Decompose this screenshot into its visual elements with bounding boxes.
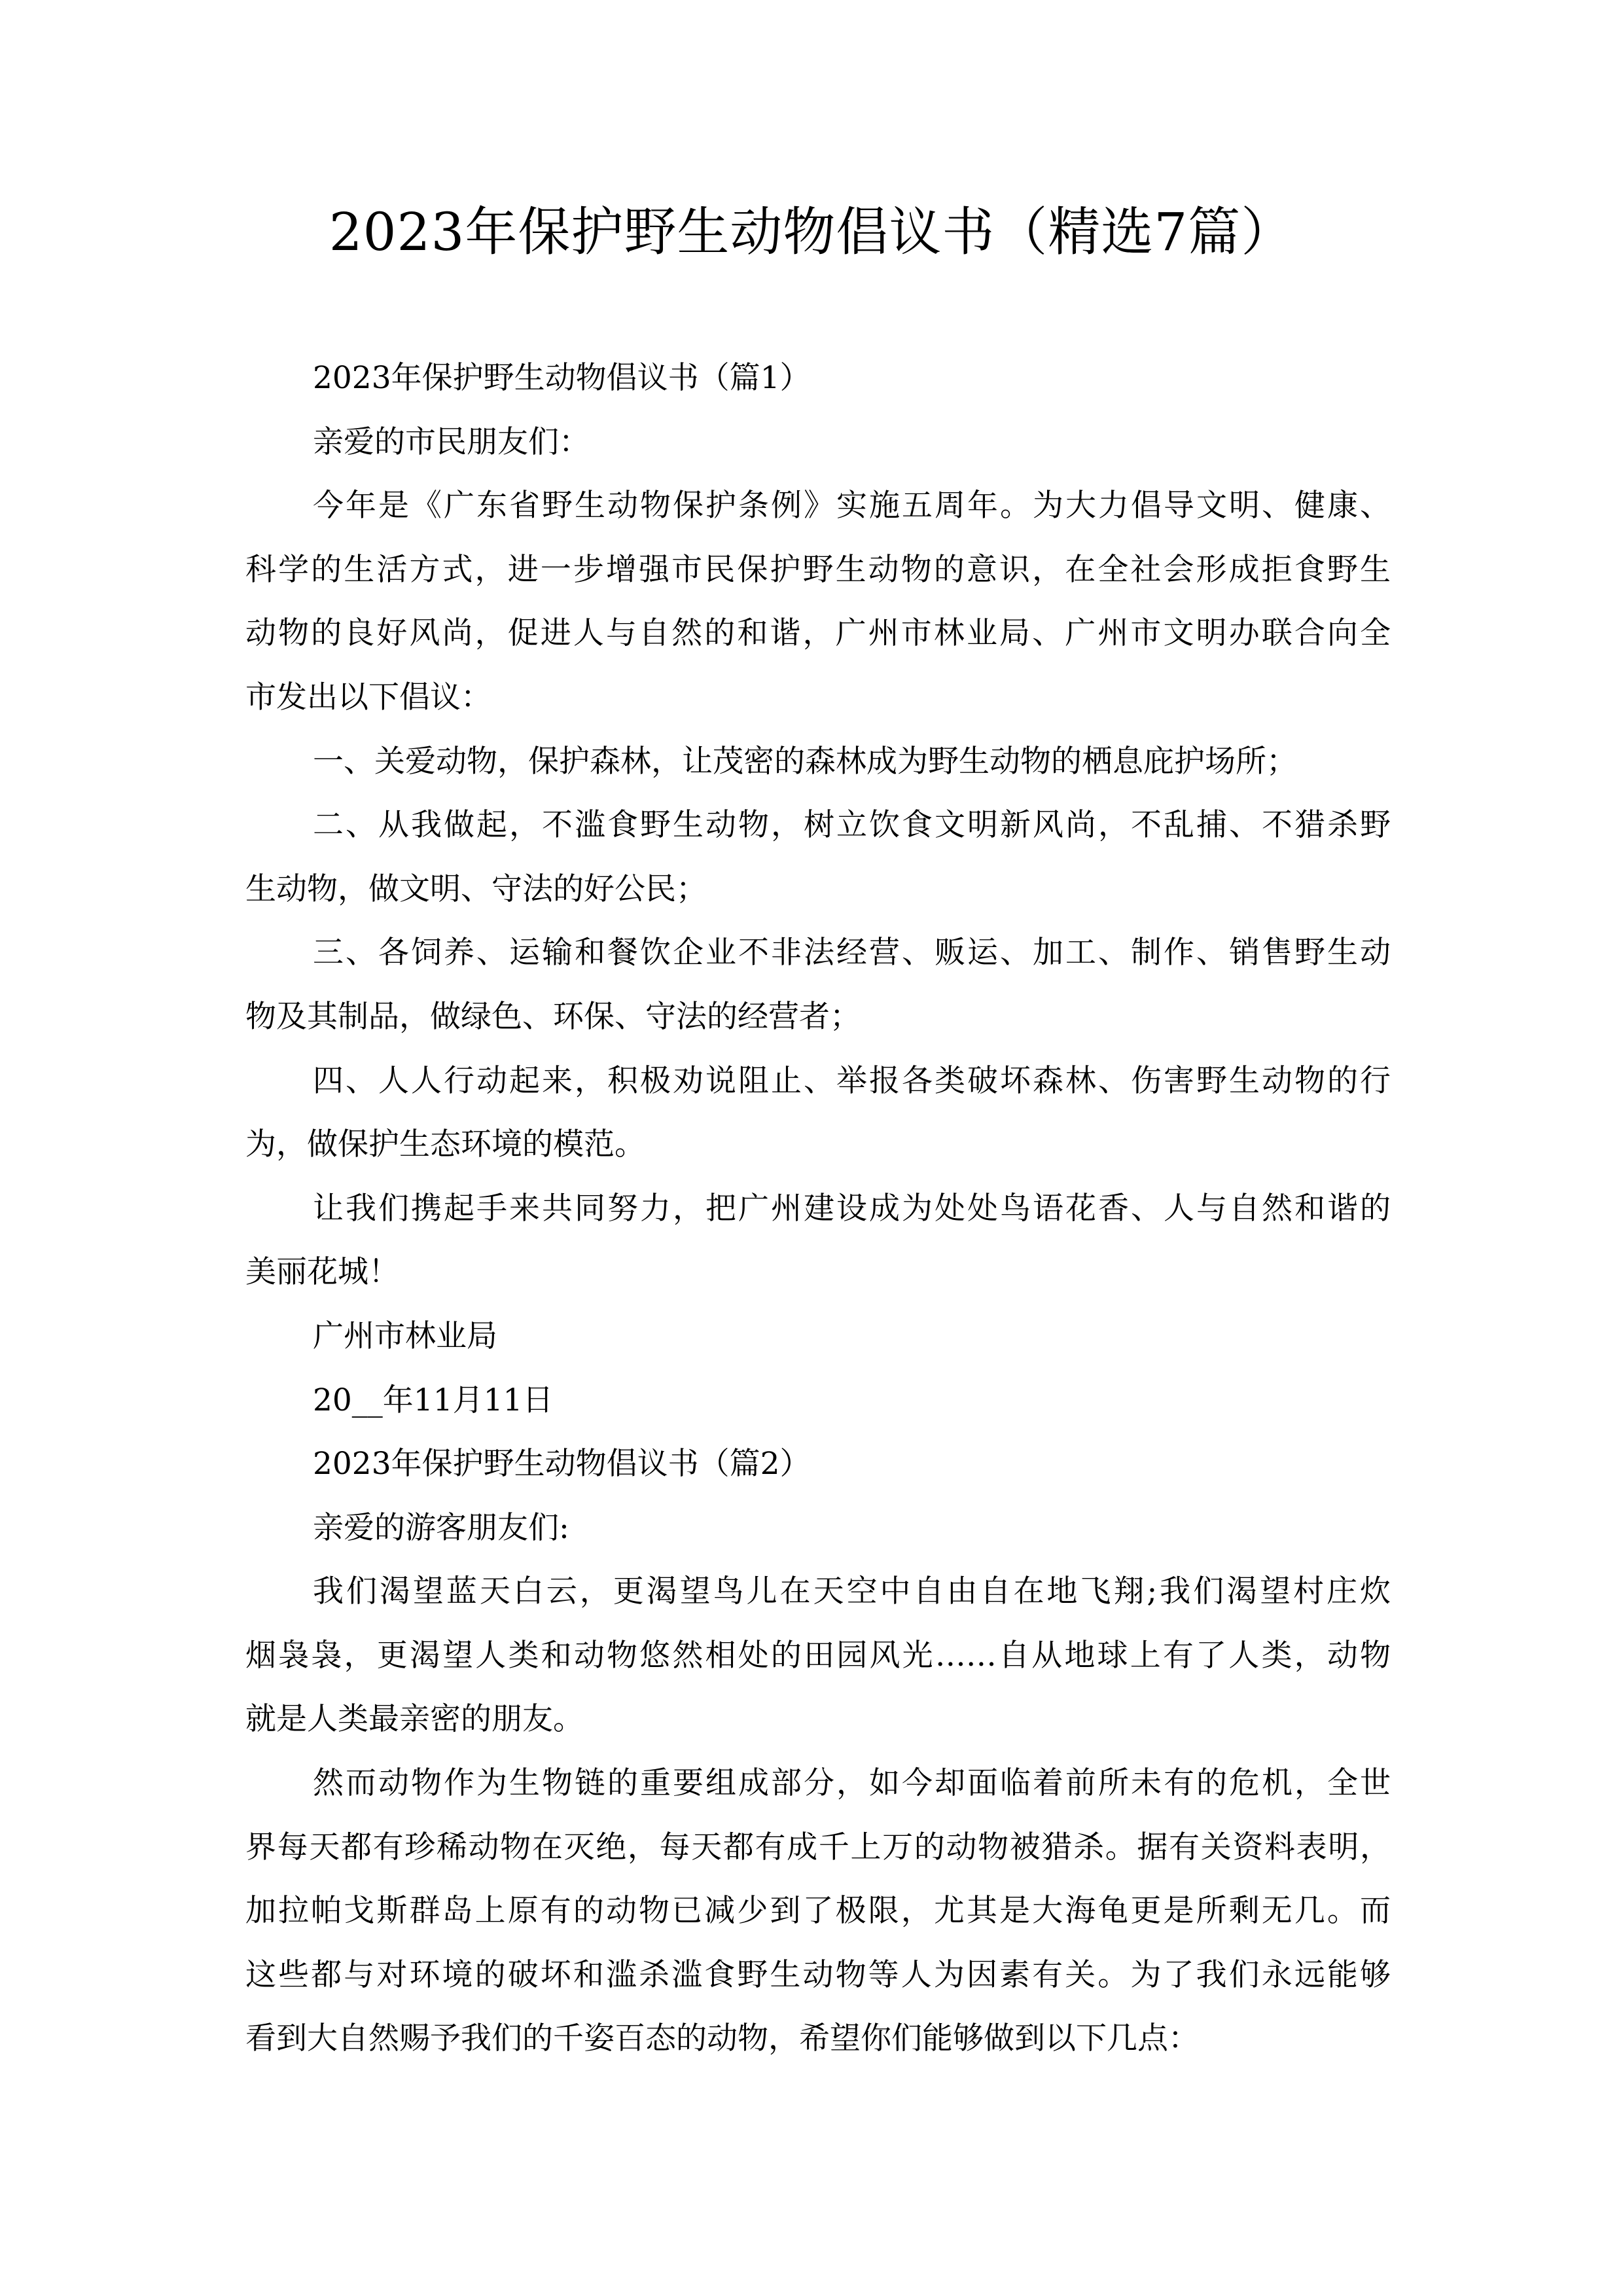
paragraph-line: 科学的生活方式，进一步增强市民保护野生动物的意识，在全社会形成拒食野生 [245,551,1391,588]
paragraph-line: 动物的良好风尚，促进人与自然的和谐，广州市林业局、广州市文明办联合向全 [245,615,1391,652]
list-item-2: 二、从我做起，不滥食野生动物，树立饮食文明新风尚，不乱捕、不猎杀野 [313,807,1391,844]
list-item-4: 四、人人行动起来，积极劝说阻止、举报各类破坏森林、伤害野生动物的行 [313,1062,1391,1099]
list-item-1: 一、关爱动物，保护森林，让茂密的森林成为野生动物的栖息庇护场所； [313,743,1297,780]
list-item-3: 三、各饲养、运输和餐饮企业不非法经营、贩运、加工、制作、销售野生动 [313,935,1391,971]
salutation-2: 亲爱的游客朋友们: [313,1509,569,1546]
salutation-1: 亲爱的市民朋友们： [313,423,590,460]
closing-paragraph-line: 让我们携起手来共同努力，把广州建设成为处处鸟语花香、人与自然和谐的 [313,1190,1391,1227]
list-item-4-cont: 为，做保护生态环境的模范。 [245,1126,645,1163]
paragraph-line: 看到大自然赐予我们的千姿百态的动物，希望你们能够做到以下几点： [245,2020,1199,2057]
paragraph-line: 然而动物作为生物链的重要组成部分，如今却面临着前所未有的危机，全世 [313,1765,1391,1802]
paragraph-line: 加拉帕戈斯群岛上原有的动物已减少到了极限，尤其是大海龟更是所剩无几。而 [245,1893,1391,1929]
list-item-3-cont: 物及其制品，做绿色、环保、守法的经营者； [245,998,861,1035]
list-item-2-cont: 生动物，做文明、守法的好公民； [245,870,707,907]
signature: 广州市林业局 [313,1318,497,1354]
paragraph-line: 界每天都有珍稀动物在灭绝，每天都有成千上万的动物被猎杀。据有关资料表明， [245,1829,1391,1865]
paragraph-line: 市发出以下倡议： [245,679,491,715]
section-heading-2: 2023年保护野生动物倡议书（篇2） [313,1446,811,1482]
document-body [245,359,1397,2083]
paragraph-line: 就是人类最亲密的朋友。 [245,1701,584,1738]
paragraph-line: 烟袅袅，更渴望人类和动物悠然相处的田园风光……自从地球上有了人类，动物 [245,1637,1391,1674]
date: 20__年11月11日 [313,1382,554,1418]
paragraph-line: 今年是《广东省野生动物保护条例》实施五周年。为大力倡导文明、健康、 [313,488,1391,524]
paragraph-line: 我们渴望蓝天白云，更渴望鸟儿在天空中自由自在地飞翔;我们渴望村庄炊 [313,1573,1391,1610]
document-title: 2023年保护野生动物倡议书（精选7篇） [329,202,1294,262]
section-heading-1: 2023年保护野生动物倡议书（篇1） [313,360,811,396]
paragraph-line: 这些都与对环境的破坏和滥杀滥食野生动物等人为因素有关。为了我们永远能够 [245,1956,1391,1993]
closing-paragraph-line: 美丽花城！ [245,1254,399,1291]
